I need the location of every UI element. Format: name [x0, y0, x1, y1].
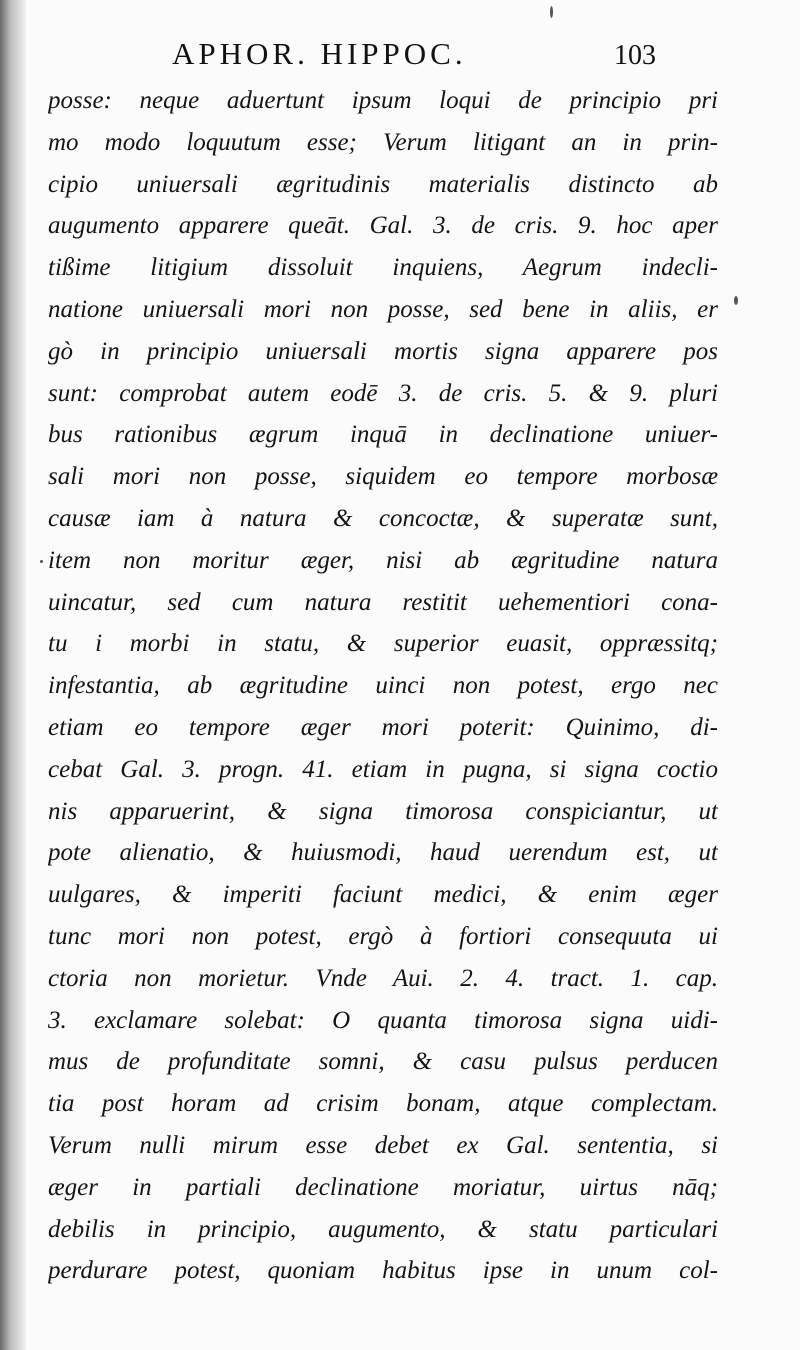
- text-line: posse: neque aduertunt ipsum loqui de principio pri: [48, 87, 718, 114]
- text-line: tia post horam ad crisim bonam, atque complectam.: [48, 1090, 718, 1118]
- text-line: pote alienatio, & huiusmodi, haud uerendum est, ut: [48, 839, 718, 867]
- page-sheet: [26, 0, 800, 1350]
- text-line: uulgares, & imperiti faciunt medici, & enim æger: [48, 881, 718, 909]
- paper-speck: [734, 296, 738, 305]
- text-line: cipio uniuersali ægritudinis materialis distincto ab: [48, 170, 718, 198]
- text-line: etiam eo tempore æger mori poterit: Quinimo, di-: [48, 713, 718, 741]
- running-head: [26, 36, 800, 86]
- paper-speck: [40, 560, 43, 563]
- text-line: natione uniuersali mori non posse, sed bene in aliis, er: [48, 295, 718, 323]
- text-line: cebat Gal. 3. progn. 41. etiam in pugna, si signa coctio: [48, 755, 718, 783]
- text-line: debilis in principio, augumento, & statu particulari: [48, 1215, 718, 1243]
- text-line: nis apparuerint, & signa timorosa conspiciantur, ut: [48, 797, 718, 825]
- text-line: item non moritur æger, nisi ab ægritudine natura: [48, 546, 718, 574]
- text-line: sali mori non posse, siquidem eo tempore morbosæ: [48, 463, 718, 491]
- text-line: Verum nulli mirum esse debet ex Gal. sententia, si: [48, 1131, 718, 1159]
- running-head-title: APHOR. HIPPOC.: [172, 36, 467, 71]
- text-line: mo modo loquutum esse; Verum litigant an in prin-: [48, 128, 718, 156]
- text-line: bus rationibus ægrum inquā in declinatione uniuer-: [48, 421, 718, 449]
- text-line: mus de profunditate somni, & casu pulsus perducen: [48, 1048, 718, 1076]
- text-line: gò in principio uniuersali mortis signa apparere pos: [48, 337, 718, 365]
- text-line: tu i morbi in statu, & superior euasit, oppræssitq;: [48, 630, 718, 658]
- text-block: [48, 80, 718, 1292]
- text-line: sunt: comprobat autem eodē 3. de cris. 5. & 9. pluri: [48, 379, 718, 407]
- binding-shadow: [0, 0, 26, 1350]
- text-line: infestantia, ab ægritudine uinci non potest, ergo nec: [48, 672, 718, 700]
- text-line: causæ iam à natura & concoctæ, & superatæ sunt,: [48, 504, 718, 532]
- text-line: uincatur, sed cum natura restitit uehementiori cona-: [48, 588, 718, 616]
- text-line: augumento apparere queāt. Gal. 3. de cris. 9. hoc aper: [48, 212, 718, 240]
- page-number: 103: [614, 40, 656, 71]
- text-line: 3. exclamare solebat: O quanta timorosa signa uidi-: [48, 1006, 718, 1034]
- text-line: perdurare potest, quoniam habitus ipse in unum col-: [48, 1257, 718, 1285]
- paper-speck: [550, 6, 553, 18]
- text-line: æger in partiali declinatione moriatur, uirtus nāq;: [48, 1173, 718, 1201]
- text-line: ctoria non morietur. Vnde Aui. 2. 4. tract. 1. cap.: [48, 964, 718, 992]
- text-line: tißime litigium dissoluit inquiens, Aegrum indecli-: [48, 254, 718, 282]
- text-line: tunc mori non potest, ergò à fortiori consequuta ui: [48, 922, 718, 950]
